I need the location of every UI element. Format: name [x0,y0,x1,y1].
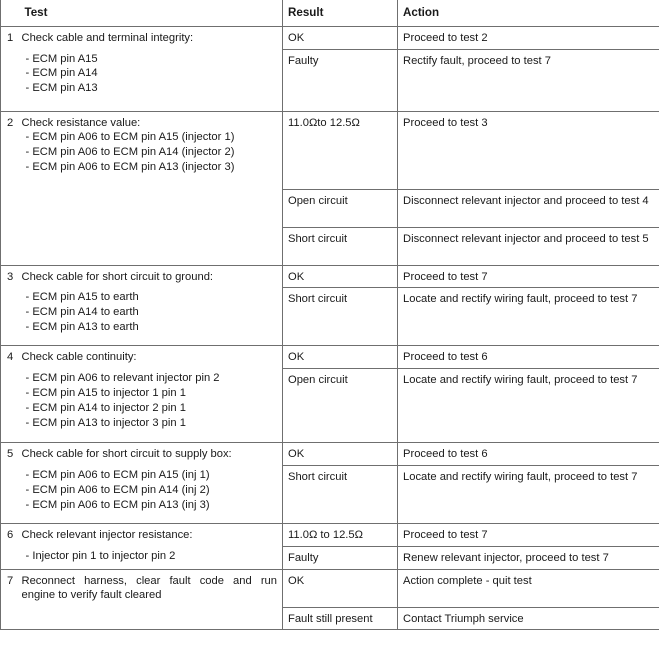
table-body [1,26,659,630]
test-number: 1 [1,26,20,111]
table-row [1,346,659,369]
table-row [1,523,659,546]
header-action: Action [398,0,659,26]
table-row [1,26,659,49]
result-cell: Fault still present [283,607,398,630]
test-item: - ECM pin A06 to ECM pin A15 (inj 1) [25,468,210,481]
test-number: 6 [1,523,20,569]
test-item: - ECM pin A13 [25,82,98,95]
test-description [20,443,283,524]
test-number: 2 [1,111,20,265]
test-item: - ECM pin A06 to ECM pin A14 (inj 2) [25,483,210,496]
test-item: - ECM pin A14 to earth [25,306,139,319]
result-cell: Faulty [283,49,398,111]
table-row [1,111,659,189]
result-cell: OK [283,443,398,466]
test-item: - ECM pin A15 to earth [25,291,139,304]
test-item: - ECM pin A13 to earth [25,320,139,333]
test-title: Check resistance value: [21,116,141,129]
test-item: - ECM pin A06 to ECM pin A15 (injector 1) [25,131,235,144]
action-cell: Proceed to test 7 [398,265,659,288]
action-cell: Disconnect relevant injector and proceed to test 5 [398,227,659,265]
test-number: 5 [1,443,20,524]
test-item: - ECM pin A15 [25,52,98,65]
action-cell: Contact Triumph service [398,607,659,630]
result-cell: Faulty [283,546,398,569]
header-row [1,0,659,26]
result-cell: 11.0Ωto 12.5Ω [283,111,398,189]
action-cell: Proceed to test 7 [398,523,659,546]
test-description [20,569,283,630]
test-item: - Injector pin 1 to injector pin 2 [25,549,176,562]
test-description [20,523,283,569]
result-cell: Short circuit [283,227,398,265]
header-result: Result [283,0,398,26]
result-cell: OK [283,265,398,288]
test-items [22,52,278,96]
test-description [20,26,283,111]
result-cell: OK [283,346,398,369]
table-row [1,265,659,288]
test-title: Check cable and terminal integrity: [21,31,194,44]
action-cell: Locate and rectify wiring fault, proceed to test 7 [398,465,659,523]
test-item: - ECM pin A06 to ECM pin A13 (inj 3) [25,498,210,511]
action-cell: Disconnect relevant injector and proceed to test 4 [398,189,659,227]
test-number: 3 [1,265,20,346]
action-cell: Proceed to test 2 [398,26,659,49]
test-title: Check cable continuity: [21,351,137,364]
action-cell: Proceed to test 6 [398,443,659,466]
result-cell: Open circuit [283,369,398,443]
test-item: - ECM pin A13 to injector 3 pin 1 [25,416,186,429]
test-description [20,346,283,443]
test-items [22,290,278,334]
action-cell: Action complete - quit test [398,569,659,607]
test-item: - ECM pin A14 [25,67,98,80]
action-cell: Rectify fault, proceed to test 7 [398,49,659,111]
action-cell: Proceed to test 3 [398,111,659,189]
test-description [20,111,283,265]
result-cell: Open circuit [283,189,398,227]
header-test: Test [20,0,283,26]
test-number: 4 [1,346,20,443]
test-item: - ECM pin A06 to ECM pin A14 (injector 2) [25,146,235,159]
result-cell: 11.0Ω to 12.5Ω [283,523,398,546]
test-description [20,265,283,346]
test-item: - ECM pin A06 to relevant injector pin 2 [25,372,220,385]
test-title: Reconnect harness, clear fault code and run engine to verify fault cleared [21,574,277,602]
action-cell: Renew relevant injector, proceed to test 7 [398,546,659,569]
header-number-cell [1,0,20,26]
test-items [22,549,278,564]
test-item: - ECM pin A15 to injector 1 pin 1 [25,386,186,399]
table-row [1,569,659,607]
table-row [1,443,659,466]
result-cell: Short circuit [283,465,398,523]
test-title: Check cable for short circuit to ground: [21,270,214,283]
test-items [22,371,278,430]
action-cell: Proceed to test 6 [398,346,659,369]
result-cell: Short circuit [283,288,398,346]
test-items [22,468,278,512]
test-title: Check cable for short circuit to supply box: [21,448,232,461]
action-cell: Locate and rectify wiring fault, proceed to test 7 [398,288,659,346]
test-item: - ECM pin A14 to injector 2 pin 1 [25,401,186,414]
result-cell: OK [283,26,398,49]
result-cell: OK [283,569,398,607]
test-title: Check relevant injector resistance: [21,528,193,541]
test-number: 7 [1,569,20,630]
test-item: - ECM pin A06 to ECM pin A13 (injector 3) [25,160,235,173]
action-cell: Locate and rectify wiring fault, proceed to test 7 [398,369,659,443]
